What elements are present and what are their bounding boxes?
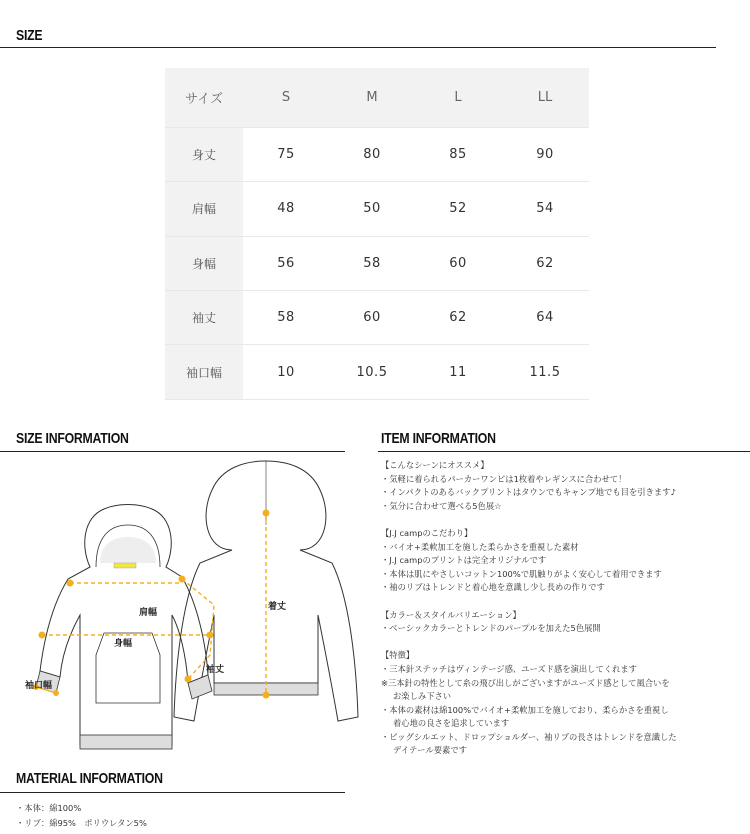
front-hem-rib — [80, 735, 172, 749]
table-cell: 64 — [501, 290, 589, 344]
table-cell: 50 — [329, 182, 415, 236]
measure-point — [53, 690, 59, 696]
measure-point — [67, 580, 74, 587]
list-item: ※三本針の特性として糸の飛び出しがございますがユーズド感として風合いを — [381, 677, 670, 688]
material-information-rule — [0, 792, 345, 793]
list-item: ・本体は肌にやさしいコットン100%で肌触りがよく安心して着用できます — [381, 568, 662, 579]
right-cuff-rib — [188, 675, 212, 699]
size-information-heading: SIZE INFORMATION — [16, 430, 129, 447]
table-row — [165, 182, 589, 236]
list-item-continued: 着心地の良さを追求しています — [393, 718, 510, 729]
list-item: ・三本針ステッチはヴィンテージ感、ユーズド感を演出してくれます — [381, 663, 637, 674]
group-title: 【こんなシーンにオススメ】 — [381, 460, 489, 470]
table-cell: 75 — [243, 127, 329, 181]
row-label: 身丈 — [165, 127, 243, 181]
table-cell: 58 — [329, 236, 415, 290]
table-row — [165, 236, 589, 290]
list-item: ・ベーシックカラーとトレンドのパープルを加えた5色展開 — [381, 623, 601, 634]
size-col-ll: LL — [501, 68, 589, 127]
table-cell: 11.5 — [501, 345, 589, 400]
measure-point — [185, 676, 192, 683]
table-cell: 90 — [501, 127, 589, 181]
list-item: ・本体の素材は綿100%でバイオ+柔軟加工を施しており、柔らかさを重視し — [381, 704, 669, 715]
table-cell: 52 — [415, 182, 501, 236]
shoulder-label: 肩幅 — [139, 608, 158, 618]
table-cell: 56 — [243, 236, 329, 290]
table-cell: 58 — [243, 290, 329, 344]
group-title: 【特徴】 — [381, 650, 415, 661]
table-cell: 11 — [415, 345, 501, 400]
size-col-s: S — [243, 68, 329, 127]
item-information-body — [381, 459, 741, 758]
table-cell: 54 — [501, 182, 589, 236]
measure-point — [39, 632, 46, 639]
material-information-heading: MATERIAL INFORMATION — [16, 770, 163, 787]
table-cell: 60 — [415, 236, 501, 290]
item-information-rule — [378, 451, 750, 452]
measure-point — [179, 576, 186, 583]
table-cell: 62 — [501, 236, 589, 290]
list-item-continued: お楽しみ下さい — [393, 691, 452, 702]
size-information-rule — [0, 451, 345, 452]
list-item: ・インパクトのあるバックプリントはタウンでもキャンプ地でも目を引きます♪ — [381, 487, 676, 498]
table-cell: 10 — [243, 345, 329, 400]
sleeve-length-label: 袖丈 — [206, 665, 225, 675]
list-item: ・気分に合わせて選べる5色展☆ — [381, 500, 502, 511]
row-label: 袖口幅 — [165, 345, 243, 400]
cuff-width-label: 袖口幅 — [25, 681, 53, 691]
list-item-continued: デイテール要素です — [393, 745, 467, 756]
table-row — [165, 290, 589, 344]
list-item: ・J.J campのプリントは完全オリジナルです — [381, 555, 547, 566]
table-cell: 80 — [329, 127, 415, 181]
measure-point — [263, 510, 270, 517]
size-diagram — [0, 455, 370, 765]
size-col-m: M — [329, 68, 415, 127]
body-width-label: 身幅 — [114, 639, 133, 649]
table-row — [165, 127, 589, 181]
table-cell: 48 — [243, 182, 329, 236]
table-cell: 85 — [415, 127, 501, 181]
row-label: 袖丈 — [165, 290, 243, 344]
list-item: ・気軽に着られるパーカーワンピは1枚着やレギンスに合わせて！ — [381, 473, 627, 484]
list-item: ・ビッグシルエット、ドロップショルダー、袖リブの長さはトレンドを意識した — [381, 731, 677, 742]
list-item: ・リブ：綿95% ポリウレタン5% — [16, 818, 147, 828]
size-table-header-row — [165, 68, 589, 127]
group-title: 【カラー＆スタイルバリエーション】 — [381, 609, 521, 620]
table-row — [165, 345, 589, 400]
list-item: ・バイオ+柔軟加工を施した柔らかさを重視した素材 — [381, 541, 579, 552]
list-item: ・袖のリブはトレンドと着心地を意識し少し長めの作りです — [381, 582, 605, 593]
row-label: 肩幅 — [165, 182, 243, 236]
table-cell: 60 — [329, 290, 415, 344]
list-item: ・本体：綿100% — [16, 803, 82, 813]
size-heading: SIZE — [16, 27, 43, 44]
measure-point — [263, 692, 270, 699]
size-heading-rule — [0, 47, 716, 48]
item-information-heading: ITEM INFORMATION — [381, 430, 496, 447]
size-header-label: サイズ — [165, 68, 243, 127]
row-label: 身幅 — [165, 236, 243, 290]
size-table — [165, 68, 589, 400]
table-cell: 62 — [415, 290, 501, 344]
group-title: 【J.J campのこだわり】 — [381, 527, 473, 538]
size-col-l: L — [415, 68, 501, 127]
body-length-label: 着丈 — [268, 602, 287, 612]
hoodie-dress-illustration — [0, 455, 370, 765]
hood-tag — [114, 563, 136, 568]
table-cell: 10.5 — [329, 345, 415, 400]
material-list — [16, 801, 147, 831]
measure-point — [207, 632, 214, 639]
hood-lining — [100, 537, 156, 563]
